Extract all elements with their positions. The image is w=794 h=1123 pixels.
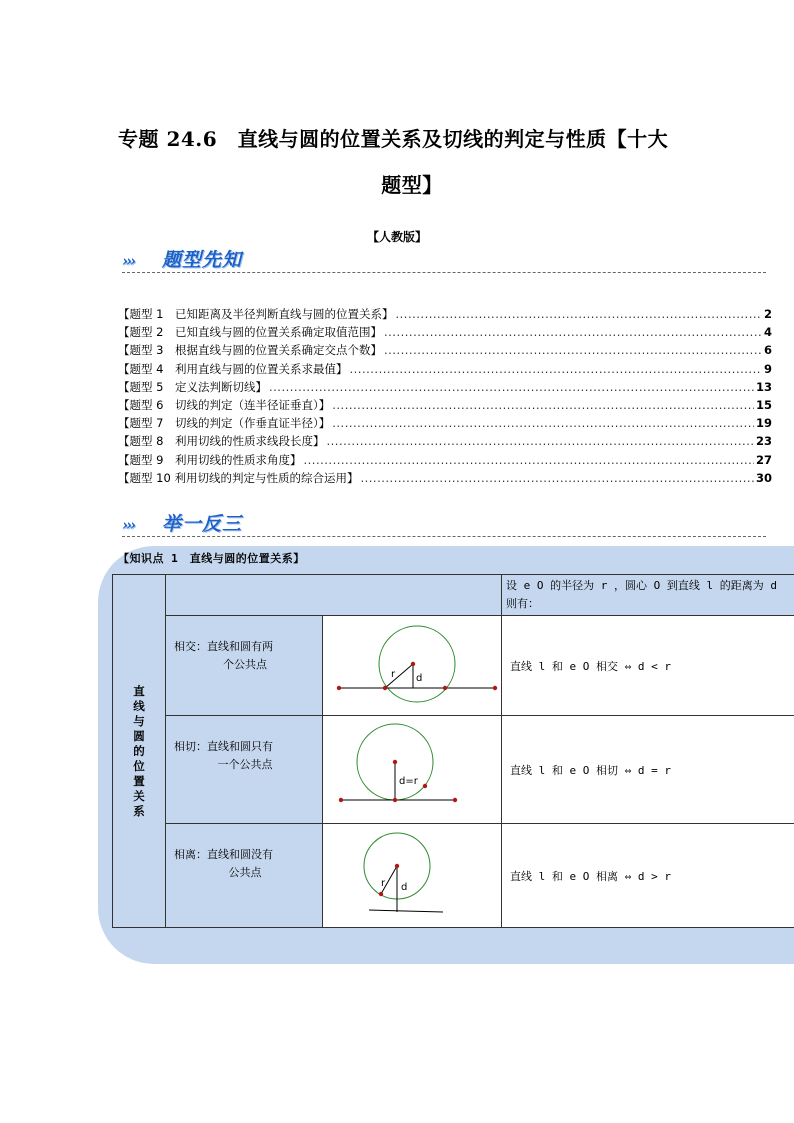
separate-description: 相离：直线和圆没有 公共点 (166, 824, 323, 928)
triple-chevron-icon: ››› (122, 516, 134, 534)
label-distance-equals-radius: d=r (399, 776, 418, 787)
tangent-diagram-cell (323, 716, 502, 824)
label-distance: d (401, 882, 408, 893)
triple-chevron-icon: ››› (122, 252, 134, 270)
label-radius: r (381, 878, 386, 889)
row-header-cell (113, 575, 166, 928)
intersect-diagram-cell (323, 616, 502, 716)
toc-item[interactable]: 【题型 6 切线的判定（连半径证垂直）】 ..... 15 (118, 397, 772, 415)
toc-item[interactable]: 【题型 8 利用切线的性质求线段长度】 ..... 23 (118, 433, 772, 451)
title-line-1: 专题 24.6 直线与圆的位置关系及切线的判定与性质【十大 (118, 127, 669, 151)
section-header-toc (122, 246, 766, 273)
intersect-condition: 直线 l 和 e O 相交 ⇔ d < r (502, 616, 794, 716)
separate-condition: 直线 l 和 e O 相离 ⇔ d > r (502, 824, 794, 928)
edition-label: 【人教版】 (366, 230, 427, 244)
tangent-diagram (323, 716, 501, 820)
row-header-text: 直线与圆的位置关系 (133, 683, 145, 818)
separate-diagram-cell (323, 824, 502, 928)
label-distance: d (416, 673, 423, 684)
title-line-2: 题型】 (381, 173, 443, 197)
document-title (118, 116, 678, 208)
label-radius: r (391, 669, 396, 680)
toc-item[interactable]: 【题型 2 已知直线与圆的位置关系确定取值范围】 ..... 4 (118, 324, 772, 342)
knowledge-point-title: 【知识点 1 直线与圆的位置关系】 (118, 552, 305, 565)
toc-item[interactable]: 【题型 1 已知距离及半径判断直线与圆的位置关系】 ..... 2 (118, 306, 772, 324)
section-header-toc-text: 题型先知 (162, 249, 243, 271)
tangent-condition: 直线 l 和 e O 相切 ⇔ d = r (502, 716, 794, 824)
toc-item[interactable]: 【题型 9 利用切线的性质求角度】 ..... 27 (118, 452, 772, 470)
toc-item[interactable]: 【题型 10 利用切线的判定与性质的综合运用】 ..... 30 (118, 470, 772, 488)
header-empty-cell (166, 575, 502, 616)
table-of-contents (118, 306, 772, 488)
intersect-description: 相交：直线和圆有两 个公共点 (166, 616, 323, 716)
section-header-examples-text: 举一反三 (162, 513, 243, 535)
header-description-cell: 设 e O 的半径为 r ，圆心 O 到直线 l 的距离为 d 则有： (502, 575, 794, 616)
toc-item[interactable]: 【题型 5 定义法判断切线】 ..... 13 (118, 379, 772, 397)
intersect-diagram (323, 616, 501, 712)
section-header-examples (122, 510, 766, 537)
toc-item[interactable]: 【题型 3 根据直线与圆的位置关系确定交点个数】 ..... 6 (118, 342, 772, 360)
toc-item[interactable]: 【题型 7 切线的判定（作垂直证半径）】 ..... 19 (118, 415, 772, 433)
separate-diagram (323, 824, 501, 924)
knowledge-table (112, 574, 794, 928)
toc-item[interactable]: 【题型 4 利用直线与圆的位置关系求最值】 ..... 9 (118, 361, 772, 379)
tangent-description: 相切：直线和圆只有 一个公共点 (166, 716, 323, 824)
